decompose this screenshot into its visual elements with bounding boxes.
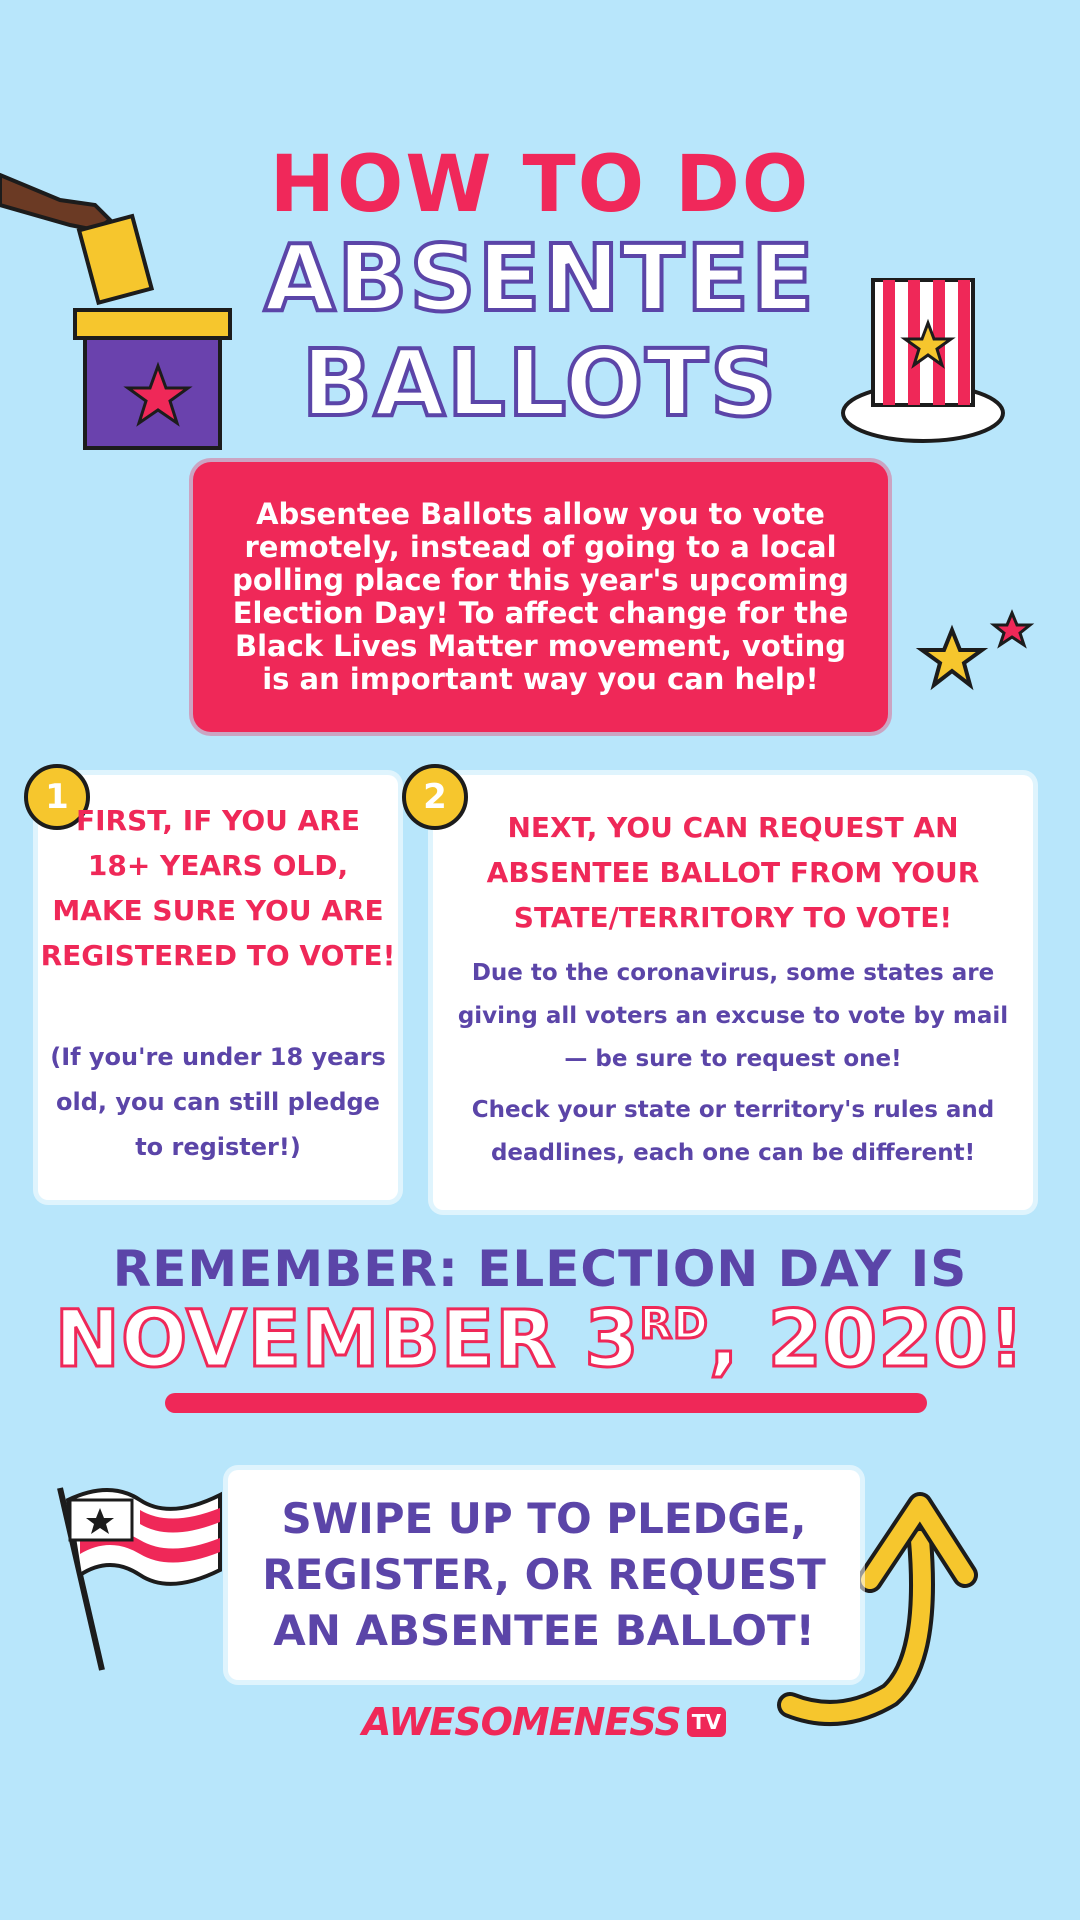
swipe-up-text: SWIPE UP TO PLEDGE, REGISTER, OR REQUEST AN ABSENTEE BALLOT! bbox=[262, 1494, 826, 1655]
stars-icon bbox=[912, 605, 1042, 705]
brand-name: AWESOMENESS bbox=[362, 1700, 681, 1744]
brand-logo bbox=[362, 1698, 726, 1746]
step-2-paragraph-2: Check your state or territory's rules and deadlines, each one can be different! bbox=[471, 1097, 995, 1166]
election-date-year: , 2020! bbox=[708, 1295, 1026, 1385]
swipe-up-card[interactable] bbox=[228, 1470, 860, 1680]
step-1-badge: 1 bbox=[24, 764, 90, 830]
election-date-month-day: NOVEMBER 3 bbox=[54, 1295, 640, 1385]
election-date bbox=[0, 1295, 1080, 1385]
title-line-2: ABSENTEE bbox=[264, 225, 816, 332]
date-underline bbox=[165, 1393, 927, 1413]
title-line-3: BALLOTS bbox=[301, 330, 779, 437]
intro-card bbox=[193, 462, 888, 732]
flag-icon bbox=[50, 1460, 230, 1680]
step-2-badge: 2 bbox=[402, 764, 468, 830]
step-1-heading: FIRST, IF YOU ARE 18+ YEARS OLD, MAKE SURE YOU ARE REGISTERED TO VOTE! bbox=[40, 804, 396, 972]
title-line-1: HOW TO DO bbox=[269, 140, 811, 230]
step-1-note: (If you're under 18 years old, you can still pledge to register!) bbox=[50, 1043, 386, 1161]
step-2-heading: NEXT, YOU CAN REQUEST AN ABSENTEE BALLOT FROM YOUR STATE/TERRITORY TO VOTE! bbox=[486, 811, 980, 934]
step-2-paragraph-1: Due to the coronavirus, some states are giving all voters an excuse to vote by mail — be sure to request one! bbox=[457, 960, 1009, 1072]
brand-tv-badge: TV bbox=[687, 1707, 726, 1737]
election-date-suffix: RD bbox=[639, 1299, 709, 1348]
intro-text: Absentee Ballots allow you to vote remotely, instead of going to a local polling place for this year's upcoming Election Day! To affect change for the Black Lives Matter movement, voting is an important way you can help! bbox=[232, 497, 849, 696]
reminder-label: REMEMBER: ELECTION DAY IS bbox=[112, 1240, 968, 1298]
